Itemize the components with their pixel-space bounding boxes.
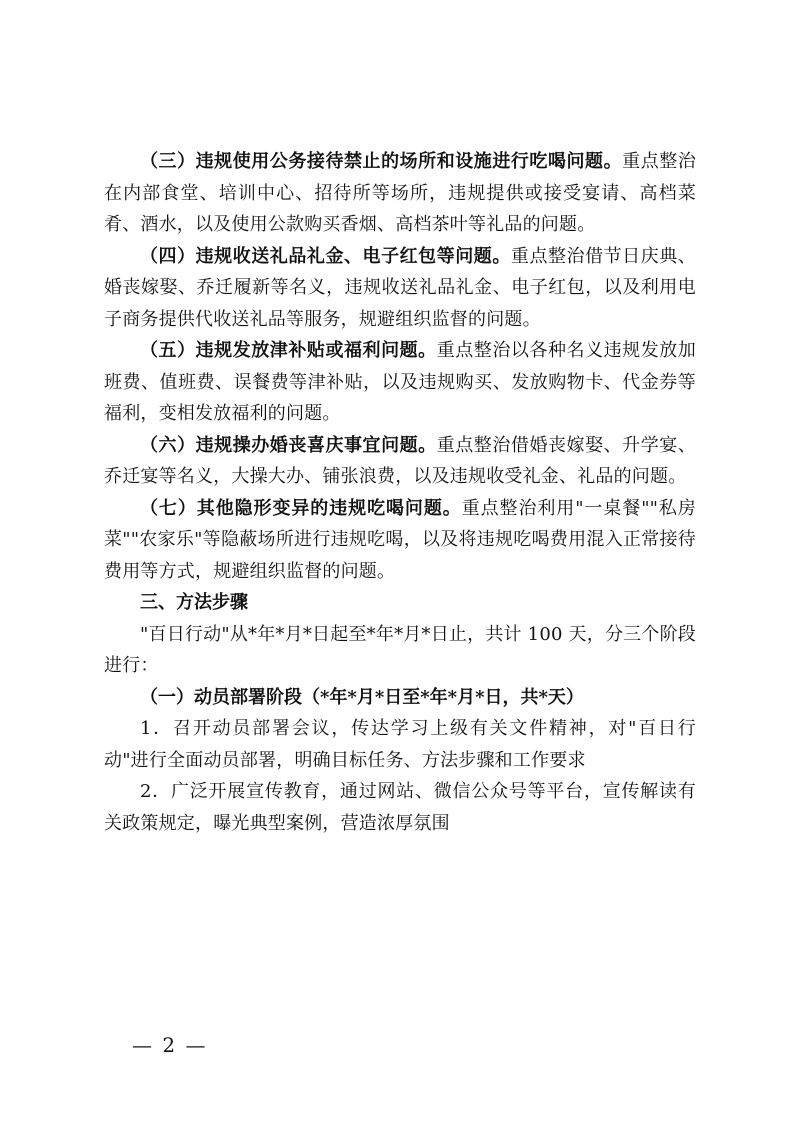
paragraph-item-4	[104, 241, 696, 336]
step-item-2: 2．广泛开展宣传教育，通过网站、微信公众号等平台，宣传解读有关政策规定，曝光典型案例，营造浓厚氛围	[104, 781, 696, 834]
paragraph-item-3	[104, 146, 696, 241]
paragraph-body: 重点整治利用"一桌餐""私房菜""农家乐"等隐蔽场所进行违规吃喝，以及将违规吃喝费用混入正常接待费用等方式，规避组织监督的问题。	[104, 497, 696, 582]
intro-paragraph: "百日行动"从*年*月*日起至*年*月*日止，共计 100 天，分三个阶段进行：	[104, 623, 696, 676]
paragraph-body: 重点整治借节日庆典、婚丧嫁娶、乔迁履新等名义，违规收送礼品礼金、电子红包，以及利用电子商务提供代收送礼品等服务，规避组织监督的问题。	[104, 245, 697, 330]
paragraph-lead: （七）其他隐形变异的违规吃喝问题。	[140, 497, 462, 519]
paragraph-body: 重点整治借婚丧嫁娶、升学宴、乔迁宴等名义，大操大办、铺张浪费，以及违规收受礼金、礼品的问题。	[104, 434, 696, 487]
paragraph-item-7	[104, 493, 696, 588]
document-body	[104, 146, 696, 839]
paragraph-item-6	[104, 430, 696, 493]
phase-heading: （一）动员部署阶段（*年*月*日至*年*月*日，共*天）	[140, 686, 584, 708]
paragraph-body: 重点整治在内部食堂、培训中心、招待所等场所，违规提供或接受宴请、高档菜肴、酒水，以及使用公款购买香烟、高档茶叶等礼品的问题。	[104, 151, 696, 235]
step-item-1: 1．召开动员部署会议，传达学习上级有关文件精神，对"百日行动"进行全面动员部署，明确目标任务、方法步骤和工作要求	[104, 718, 696, 771]
paragraph-item-5	[104, 335, 696, 430]
page-number: — 2 —	[132, 1033, 208, 1057]
paragraph-lead: （六）违规操办婚丧喜庆事宜问题。	[140, 434, 437, 456]
paragraph-lead: （五）违规发放津补贴或福利问题。	[140, 340, 437, 361]
section-heading: 三、方法步骤	[140, 592, 248, 613]
paragraph-lead: （三）违规使用公务接待禁止的场所和设施进行吃喝问题。	[140, 151, 623, 172]
paragraph-lead: （四）违规收送礼品礼金、电子红包等问题。	[140, 245, 511, 267]
paragraph-body: 重点整治以各种名义违规发放加班费、值班费、误餐费等津补贴，以及违规购买、发放购物卡、代金券等福利，变相发放福利的问题。	[104, 340, 696, 424]
